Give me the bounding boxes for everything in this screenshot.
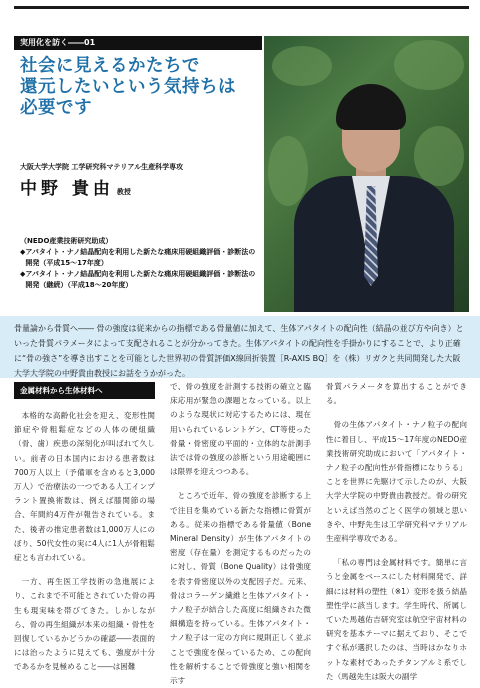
paragraph: 骨の生体アパタイト・ナノ粒子の配向性に着目し、平成15～17年度のNEDO産業技術研究助成において「アパタイト・ナノ粒子の配向性が骨指標になりうる」ことを世界に先駆けて示したのが、大阪大学大学院の中野貴由教授だ。骨の研究といえば当然のごとく医学の領域と思いきや、中野先生は工学研究科マテリアル生産科学専攻である。 bbox=[326, 420, 467, 544]
nedo-item-text: アパタイト・ナノ結晶配向を利用した新たな痛床用硬組織評価・診断法の開発（継続）（平成18～20年度） bbox=[25, 270, 256, 289]
body-column-3 bbox=[326, 380, 467, 684]
author-affiliation: 大阪大学大学院 工学研究科マテリアル生産科学専攻 bbox=[20, 163, 184, 171]
headline bbox=[20, 56, 260, 119]
bullet-icon: ◆ bbox=[20, 270, 26, 278]
nedo-grant-box bbox=[14, 232, 262, 312]
top-rule bbox=[14, 6, 469, 9]
headline-line: 社会に見えるかたちで bbox=[20, 56, 200, 76]
body-column-2 bbox=[170, 380, 311, 688]
paragraph: ところで近年、骨の強度を診断する上で注目を集めている新たな指標に骨質がある。従来の指標である骨量値（Bone Mineral Density）が生体アパタイトの密度（存在量）を測定するものだったのに対し、骨質（Bone Quality）は骨強度を表す骨密度以外の支配因子だ。元来、骨はコラーゲン繊維と生体アパタイト・ナノ粒子が結合した高度に組織された微細構造を持っている。生体アパタイト・ナノ粒子は一定の方向に規則正しく並ぶことで強度を保っているため、この配向性を解析することで骨強度と強い相関を示す bbox=[170, 491, 311, 686]
section-heading: 金属材料から生体材料へ bbox=[14, 382, 155, 399]
nedo-item bbox=[20, 247, 256, 269]
person-hair bbox=[336, 84, 406, 130]
nedo-item-text: アパタイト・ナノ結晶配向を利用した新たな痛床用硬組織評価・診断法の開発（平成15～17年度） bbox=[25, 248, 256, 267]
paragraph: で、骨の強度を計測する技術の確立と臨床応用が緊急の課題となっている。以上のような現状に対応するためには、現在用いられているレントゲン、CT等使った骨量・骨密度の平面的・立体的な計測手法では骨の強度の診断という用途範囲には限界を迎えつつある。 bbox=[170, 382, 311, 477]
nedo-item bbox=[20, 269, 256, 291]
bullet-icon: ◆ bbox=[20, 248, 26, 256]
paragraph: 一方、再生医工学技術の急進展により、これまで不可能とされていた骨の再生も現実味を帯びてきた。しかしながら、骨の再生組織が本来の組織・骨性を回復しているかどうかの確認――表面的には治ったように見えても、強度が十分であるかを見極めること――は困難 bbox=[14, 577, 155, 672]
headline-line: 必要です bbox=[20, 98, 92, 118]
paragraph: 「私の専門は金属材料です。簡単に言うと金属をベースにした材料開発で、詳細には材料の塑性（※1）変形を扱う結晶塑性学に該当します。学生時代、所属していた馬越佑吉研究室は航空宇宙材料の研究を基本テーマに据えており、そこですぐ私が選択したのは、当時はかなりホットな素材であったチタンアルミ系でした（馬越先生は阪大の副学 bbox=[326, 558, 467, 681]
paragraph: 本格的な高齢化社会を迎え、変形性関節症や骨粗鬆症などの人体の硬組織（骨、歯）疾患の深刻化が叫ばれて久しい。前者の日本国内における患者数は700万人以上（予備軍を含めると3,000万人）で治療法の一つである人工インプラント置換術数は、例えば膝関節の場合、年間約4万件が報告されている。また、後者の推定患者数は1,000万人にのぼり、50代女性の実に4人に1人が骨粗鬆症とも言われている。 bbox=[14, 411, 155, 563]
paragraph: 骨質パラメータを算出することができる。 bbox=[326, 382, 467, 406]
author-row bbox=[20, 174, 131, 199]
series-label: 実用化を訪く――01 bbox=[14, 36, 262, 50]
nedo-heading: （NEDO産業技術研究助成） bbox=[20, 237, 113, 245]
portrait-photo bbox=[264, 36, 469, 312]
author-title: 教授 bbox=[116, 188, 131, 196]
body-column-1 bbox=[14, 380, 155, 675]
author-name: 中野 貴由 bbox=[20, 179, 114, 199]
headline-line: 還元したいという気持ちは bbox=[20, 77, 236, 97]
article-body bbox=[14, 380, 469, 686]
intro-lead: 骨量論から骨質へ―― 骨の強度は従来からの指標である骨量値に加えて、生体アパタイトの配向性（結晶の並び方や向き）といった骨質パラメータによって支配されることが分かってきた。生体アパタイトの配向性を手掛かりにすることで、より正確に“骨の強さ”を導き出すことを可能とした世界初の骨質評価X線回折装置［R-AXIS BQ］を（株）リガクと共同開発した大阪大学大学院の中野貴由教授にお話をうかがった。 bbox=[0, 316, 480, 378]
